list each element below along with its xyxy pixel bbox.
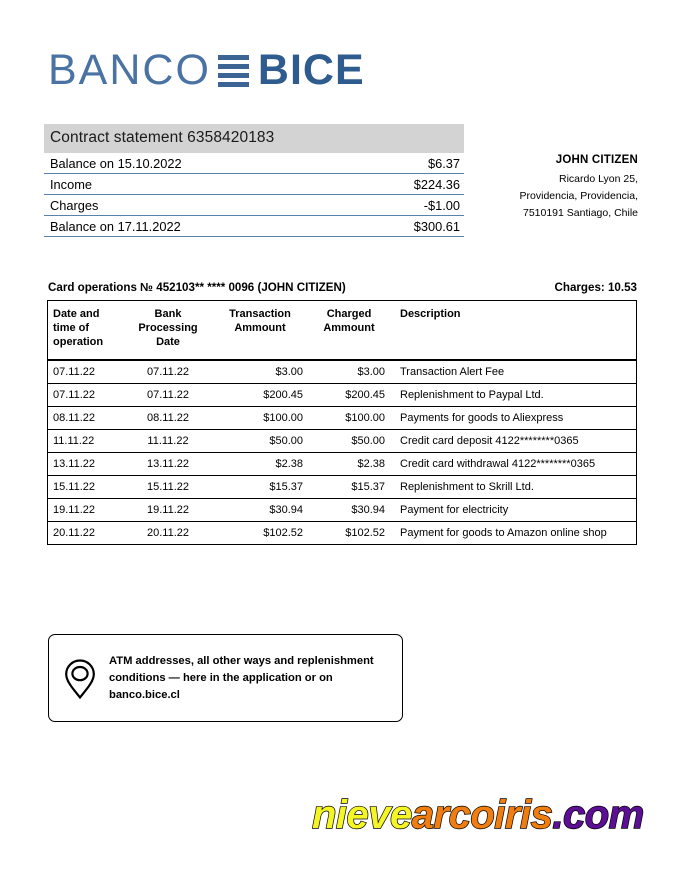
summary-row-value: $224.36 [413, 177, 460, 192]
summary-row [44, 153, 464, 174]
transactions-table [47, 300, 637, 545]
cell-charged-amount: $200.45 [345, 388, 385, 401]
table-row [48, 430, 636, 453]
address-line-2: Providencia, Providencia, [519, 190, 638, 202]
watermark-part-3: .com [552, 793, 644, 837]
table-row [48, 499, 636, 522]
cell-charged-amount: $2.38 [357, 457, 385, 470]
cell-date: 13.11.22 [53, 457, 96, 470]
column-header-date: Date and time of operation [53, 308, 104, 348]
cell-description: Replenishment to Paypal Ltd. [400, 388, 544, 401]
cell-transaction-amount: $102.52 [263, 526, 303, 539]
bank-logo [48, 44, 365, 96]
cell-transaction-amount: $15.37 [269, 480, 303, 493]
summary-row-value: $6.37 [427, 156, 460, 171]
map-pin-icon [63, 658, 97, 698]
cell-bank-date: 08.11.22 [146, 411, 189, 424]
cell-date: 19.11.22 [53, 503, 96, 516]
watermark-part-1: nieve [312, 793, 412, 837]
cell-bank-date: 20.11.22 [146, 526, 189, 539]
atm-notice-line-2: conditions — here in the application or on [109, 671, 333, 684]
summary-title: Contract statement 6358420183 [44, 124, 464, 153]
cell-date: 20.11.22 [53, 526, 96, 539]
logo-word-banco: BANCO [48, 45, 211, 94]
account-holder-name: JOHN CITIZEN [555, 154, 638, 166]
watermark-part-2: arcoiris [411, 793, 553, 837]
cell-charged-amount: $50.00 [351, 434, 385, 447]
cell-description: Payment for goods to Amazon online shop [400, 526, 607, 539]
card-operations-charges: Charges: 10.53 [554, 281, 637, 294]
cell-transaction-amount: $2.38 [275, 457, 303, 470]
contract-statement-summary [44, 124, 464, 237]
cell-description: Payments for goods to Aliexpress [400, 411, 564, 424]
atm-notice-box [48, 634, 403, 722]
atm-notice-line-1: ATM addresses, all other ways and replenishment [109, 654, 374, 667]
cell-date: 11.11.22 [53, 434, 95, 447]
cell-description: Transaction Alert Fee [400, 365, 505, 378]
summary-row [44, 174, 464, 195]
cell-charged-amount: $15.37 [351, 480, 385, 493]
cell-transaction-amount: $3.00 [275, 365, 303, 378]
summary-row-value: $300.61 [413, 219, 460, 234]
cell-charged-amount: $30.94 [351, 503, 385, 516]
cell-description: Payment for electricity [400, 503, 509, 516]
address-line-3: 7510191 Santiago, Chile [522, 207, 638, 219]
table-row [48, 476, 636, 499]
table-row [48, 360, 636, 384]
cell-bank-date: 19.11.22 [146, 503, 189, 516]
logo-word-bice: BICE [257, 45, 365, 94]
table-row [48, 453, 636, 476]
cell-date: 07.11.22 [53, 388, 96, 401]
summary-row-value: -$1.00 [423, 198, 460, 213]
cell-bank-date: 13.11.22 [146, 457, 189, 470]
table-row [48, 522, 636, 545]
summary-row [44, 216, 464, 237]
hamburger-bars-icon [218, 53, 249, 87]
atm-notice-text [109, 653, 374, 704]
account-holder-address [408, 152, 638, 222]
address-line-1: Ricardo Lyon 25, [559, 173, 638, 185]
summary-row-label: Balance on 17.11.2022 [50, 219, 181, 234]
summary-row [44, 195, 464, 216]
cell-date: 08.11.22 [53, 411, 96, 424]
cell-transaction-amount: $100.00 [263, 411, 303, 424]
table-header-row [48, 301, 636, 360]
cell-bank-date: 07.11.22 [146, 388, 189, 401]
cell-charged-amount: $102.52 [345, 526, 385, 539]
cell-charged-amount: $3.00 [357, 365, 385, 378]
cell-description: Credit card withdrawal 4122********0365 [400, 457, 596, 470]
summary-row-label: Income [50, 177, 92, 192]
cell-date: 07.11.22 [53, 365, 96, 378]
column-header-transaction-amt: Transaction Ammount [229, 308, 291, 334]
cell-description: Replenishment to Skrill Ltd. [400, 480, 534, 493]
cell-bank-date: 11.11.22 [147, 434, 189, 447]
summary-row-label: Charges [50, 198, 99, 213]
cell-transaction-amount: $30.94 [269, 503, 303, 516]
card-operations-title: Card operations № 452103** **** 0096 (JOHN CITIZEN) [48, 281, 346, 294]
column-header-description: Description [400, 308, 461, 320]
column-header-charged-amt: Charged Ammount [323, 308, 375, 334]
cell-bank-date: 07.11.22 [146, 365, 189, 378]
summary-row-label: Balance on 15.10.2022 [50, 156, 182, 171]
watermark [312, 795, 644, 835]
column-header-bank-date: Bank Processing Date [138, 308, 198, 348]
card-operations-heading [48, 281, 637, 294]
cell-charged-amount: $100.00 [345, 411, 385, 424]
cell-description: Credit card deposit 4122********0365 [400, 434, 579, 447]
table-row [48, 384, 636, 407]
cell-transaction-amount: $50.00 [269, 434, 303, 447]
table-row [48, 407, 636, 430]
cell-date: 15.11.22 [53, 480, 96, 493]
atm-notice-line-3: banco.bice.cl [109, 688, 180, 701]
cell-transaction-amount: $200.45 [263, 388, 303, 401]
cell-bank-date: 15.11.22 [146, 480, 189, 493]
